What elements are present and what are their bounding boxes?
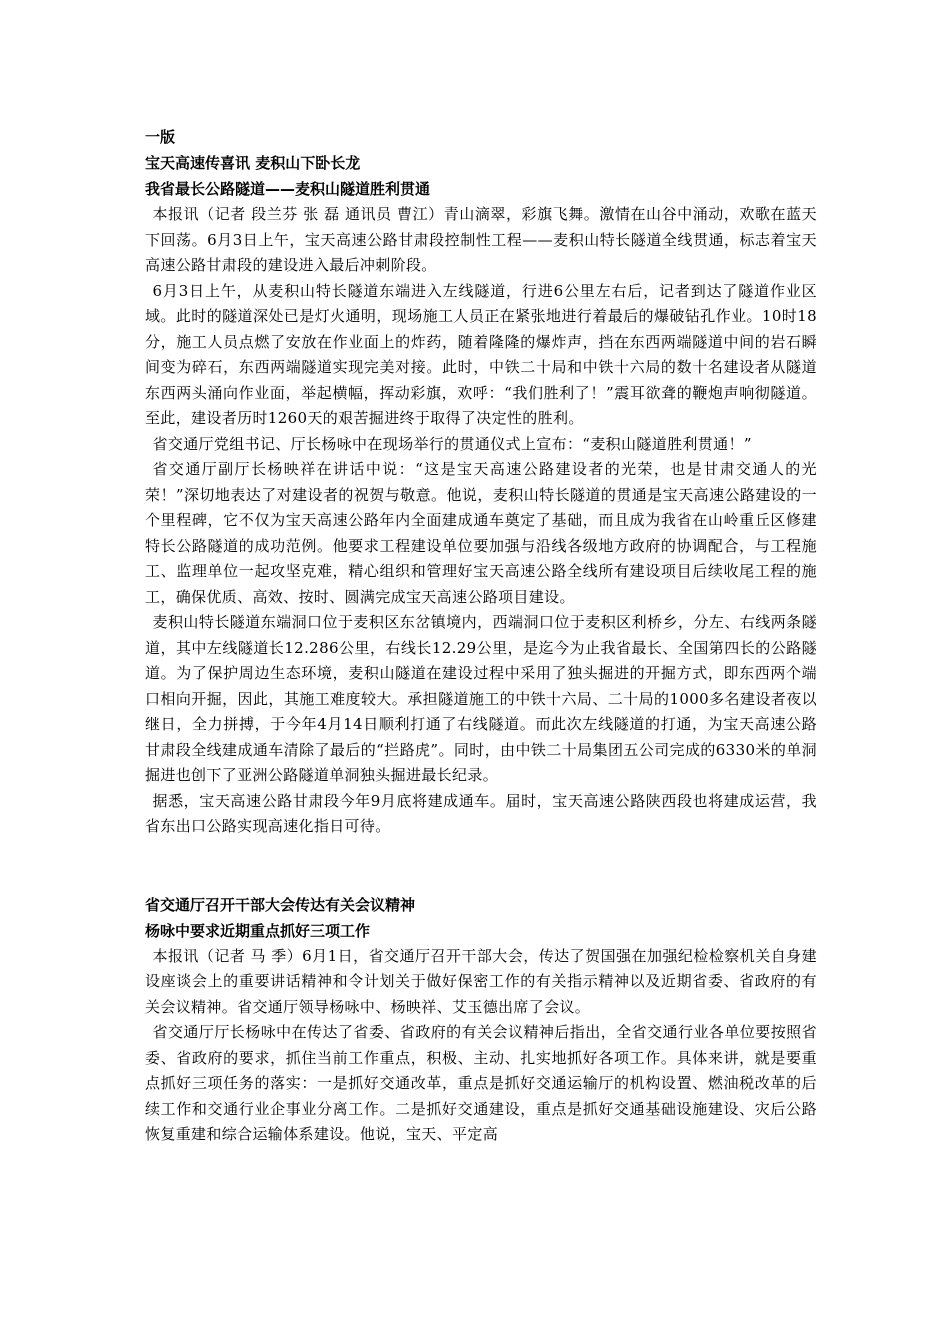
section-label: 一版	[145, 128, 176, 146]
article1-paragraph: 据悉，宝天高速公路甘肃段今年9月底将建成通车。届时，宝天高速公路陕西段也将建成运营，我省东出口公路实现高速化指日可待。	[145, 791, 817, 835]
article2-paragraph: 本报讯（记者 马 季）6月1日，省交通厅召开干部大会，传达了贺国强在加强纪检检察机关自身建设座谈会上的重要讲话精神和令计划关于做好保密工作的有关指示精神以及近期省委、省政府的有关会议精神。省交通厅领导杨咏中、杨映祥、艾玉德出席了会议。	[145, 946, 817, 1016]
article-cadre-meeting	[145, 892, 817, 1148]
article1-paragraph: 省交通厅副厅长杨映祥在讲话中说：“这是宝天高速公路建设者的光荣，也是甘肃交通人的光荣！”深切地表达了对建设者的祝贺与敬意。他说，麦积山特长隧道的贯通是宝天高速公路建设的一个里程碑，它不仅为宝天高速公路年内全面建成通车奠定了基础，而且成为我省在山岭重丘区修建特长公路隧道的成功范例。他要求工程建设单位要加强与沿线各级地方政府的协调配合，与工程施工、监理单位一起攻坚克难，精心组织和管理好宝天高速公路全线所有建设项目后续收尾工程的施工，确保优质、高效、按时、圆满完成宝天高速公路项目建设。	[145, 460, 817, 606]
article2-paragraph: 省交通厅厅长杨咏中在传达了省委、省政府的有关会议精神后指出，全省交通行业各单位要按照省委、省政府的要求，抓住当前工作重点，积极、主动、扎实地抓好各项工作。具体来讲，就是要重点抓好三项任务的落实：一是抓好交通改革，重点是抓好交通运输厅的机构设置、燃油税改革的后续工作和交通行业企事业分离工作。二是抓好交通建设，重点是抓好交通基础设施建设、灾后公路恢复重建和综合运输体系建设。他说，宝天、平定高	[145, 1023, 817, 1143]
article1-paragraph: 6月3日上午，从麦积山特长隧道东端进入左线隧道，行进6公里左右后，记者到达了隧道作业区域。此时的隧道深处已是灯火通明，现场施工人员正在紧张地进行着最后的爆破钻孔作业。10时18分，施工人员点燃了安放在作业面上的炸药，随着隆隆的爆炸声，挡在东西两端隧道中间的岩石瞬间变为碎石，东西两端隧道实现完美对接。此时，中铁二十局和中铁十六局的数十名建设者从隧道东西两头涌向作业面，举起横幅，挥动彩旗，欢呼：“我们胜利了！”震耳欲聋的鞭炮声响彻隧道。至此，建设者历时1260天的艰苦掘进终于取得了决定性的胜利。	[145, 281, 817, 427]
article-tunnel	[145, 150, 817, 840]
article2-headline: 省交通厅召开干部大会传达有关会议精神	[145, 895, 416, 914]
article1-paragraph: 麦积山特长隧道东端洞口位于麦积区东岔镇境内，西端洞口位于麦积区利桥乡，分左、右线两条隧道，其中左线隧道长12.286公里，右线长12.29公里，是迄今为止我省最长、全国第四长的公路隧道。为了保护周边生态环境，麦积山隧道在建设过程中采用了独头掘进的开掘方式，即东西两个端口相向开掘，因此，其施工难度较大。承担隧道施工的中铁十六局、二十局的1000多名建设者夜以继日，全力拼搏，于今年4月14日顺利打通了右线隧道。而此次左线隧道的打通，为宝天高速公路甘肃段全线建成通车清除了最后的“拦路虎”。同时，由中铁二十局集团五公司完成的6330米的单洞掘进也创下了亚洲公路隧道单洞独头掘进最长纪录。	[145, 613, 817, 784]
article1-headline: 宝天高速传喜讯 麦积山下卧长龙	[145, 154, 361, 172]
article1-paragraph: 省交通厅党组书记、厅长杨咏中在现场举行的贯通仪式上宣布：“麦积山隧道胜利贯通！”	[152, 434, 752, 453]
article1-paragraph: 本报讯（记者 段兰芬 张 磊 通讯员 曹江）青山滴翠，彩旗飞舞。激情在山谷中涌动，欢歌在蓝天下回荡。6月3日上午，宝天高速公路甘肃段控制性工程——麦积山特长隧道全线贯通，标志着宝天高速公路甘肃段的建设进入最后冲刺阶段。	[145, 205, 817, 274]
article2-subheadline: 杨咏中要求近期重点抓好三项工作	[145, 921, 371, 940]
article-spacer	[145, 840, 817, 892]
article1-subheadline: 我省最长公路隧道——麦积山隧道胜利贯通	[145, 180, 431, 198]
document-page	[145, 124, 817, 1148]
